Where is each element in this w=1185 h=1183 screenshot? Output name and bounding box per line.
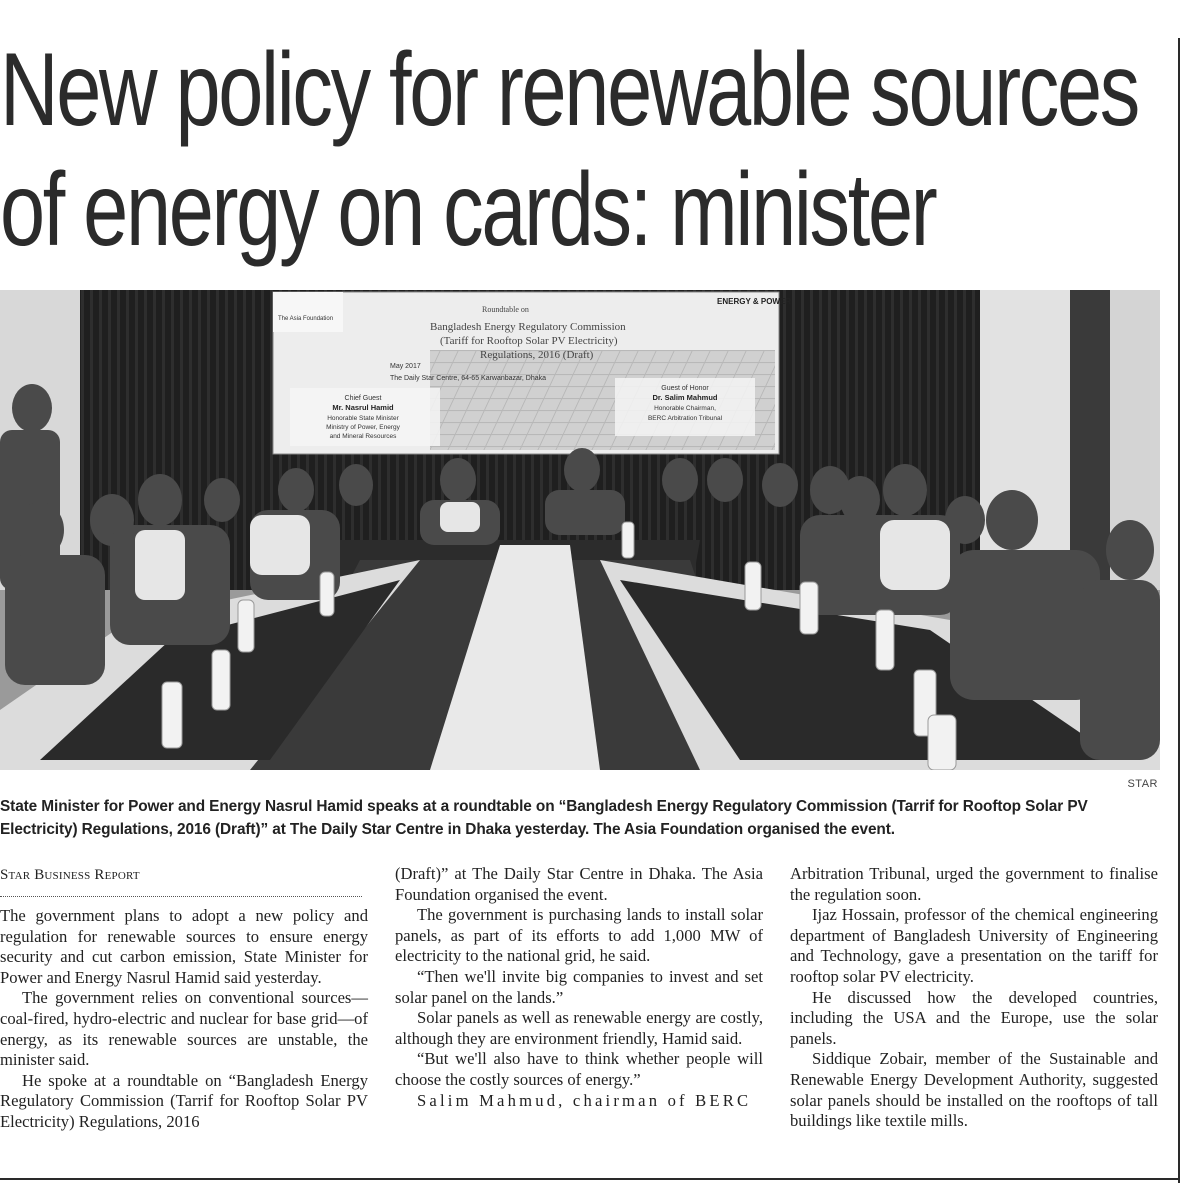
paragraph: Arbitration Tribunal, urged the government to finalise the regulation soon. bbox=[790, 864, 1158, 904]
paragraph: He discussed how the developed countries, including the USA and the Europe, use the solar panels. bbox=[790, 987, 1158, 1048]
paragraph: The government relies on conventional sources—coal-fired, hydro-electric and nuclear for base grid—of energy, as its renewable sources are unstable, the minister said. bbox=[0, 988, 368, 1070]
paragraph: The government is purchasing lands to install solar panels, as part of its efforts to add 1,000 MW of electricity to the national grid, he said. bbox=[395, 905, 763, 966]
banner-org-right: ENERGY & POWER bbox=[717, 297, 792, 306]
paragraph: Ijaz Hossain, professor of the chemical engineering department of Bangladesh University of Engineering and Technology, gave a presentation on the tariff for rooftop solar PV electricity. bbox=[790, 905, 1158, 986]
banner-title-1: Bangladesh Energy Regulatory Commission bbox=[430, 321, 626, 333]
banner-venue: The Daily Star Centre, 64-65 Karwanbazar, Dhaka bbox=[390, 375, 547, 382]
banner-honor-role-2: BERC Arbitration Tribunal bbox=[647, 415, 723, 422]
banner-org-left: The Asia Foundation bbox=[278, 316, 334, 322]
paragraph: He spoke at a roundtable on “Bangladesh Energy Regulatory Commission (Tarrif for Rooftop Solar PV Electricity) Regulations, 2016 bbox=[0, 1070, 368, 1131]
headline-line-2: of energy on cards: minister bbox=[0, 152, 936, 268]
banner-chief-guest-role-2: Ministry of Power, Energy bbox=[326, 424, 400, 431]
photo-caption: State Minister for Power and Energy Nasrul Hamid speaks at a roundtable on “Bangladesh Energy Regulatory Commission (Tarrif for Rooftop Solar PV Electricity) Regulations, 2016 (Draft)” at The Daily Star Centre in Dhaka yesterday. The Asia Foundation organised the event. bbox=[0, 798, 1088, 838]
byline: Star Business Report bbox=[0, 867, 140, 883]
banner-chief-guest-role-1: Honorable State Minister bbox=[327, 415, 399, 422]
banner-honor-role-1: Honorable Chairman, bbox=[654, 405, 716, 412]
roundtable-photo-illustration bbox=[0, 290, 1160, 770]
column-rule-right bbox=[1178, 38, 1180, 1183]
banner-title-3: Regulations, 2016 (Draft) bbox=[480, 349, 594, 361]
headline bbox=[0, 30, 1178, 270]
page-rule-bottom bbox=[0, 1178, 1180, 1180]
banner-date: May 2017 bbox=[390, 363, 421, 370]
banner-title-2: (Tariff for Rooftop Solar PV Electricity) bbox=[440, 335, 618, 347]
banner-honor-label: Guest of Honor bbox=[661, 385, 709, 392]
paragraph: “Then we'll invite big companies to invest and set solar panel on the lands.” bbox=[395, 966, 763, 1007]
headline-line-1: New policy for renewable sources bbox=[0, 32, 1138, 148]
byline-divider bbox=[0, 886, 362, 897]
paragraph: Salim Mahmud, chairman of BERC bbox=[417, 1090, 752, 1110]
banner-chief-guest-label: Chief Guest bbox=[344, 395, 382, 402]
paragraph: Solar panels as well as renewable energy are costly, although they are environment friendly, Hamid said. bbox=[395, 1008, 763, 1048]
paragraph: “But we'll also have to think whether people will choose the costly sources of energy.” bbox=[395, 1049, 763, 1089]
paragraph: The government plans to adopt a new policy and regulation for renewable sources to ensure energy security and cut carbon emission, State Minister for Power and Energy Nasrul Hamid said yesterday. bbox=[0, 906, 368, 987]
banner-honor-name: Dr. Salim Mahmud bbox=[652, 393, 718, 402]
paragraph: (Draft)” at The Daily Star Centre in Dhaka. The Asia Foundation organised the event. bbox=[395, 864, 763, 904]
paragraph: Siddique Zobair, member of the Sustainable and Renewable Energy Development Authority, suggested solar panels should be installed on the rooftops of tall buildings like textile mills. bbox=[790, 1049, 1158, 1131]
article-column-3 bbox=[790, 864, 1158, 1132]
news-photo bbox=[0, 290, 1160, 770]
banner-kicker: Roundtable on bbox=[482, 305, 529, 314]
banner-chief-guest-name: Mr. Nasrul Hamid bbox=[332, 403, 394, 412]
article-column-2 bbox=[395, 864, 763, 1111]
event-banner bbox=[273, 292, 791, 454]
banner-chief-guest-role-3: and Mineral Resources bbox=[329, 433, 397, 440]
article-column-1 bbox=[0, 864, 368, 1133]
photo-credit: STAR bbox=[1127, 778, 1158, 790]
